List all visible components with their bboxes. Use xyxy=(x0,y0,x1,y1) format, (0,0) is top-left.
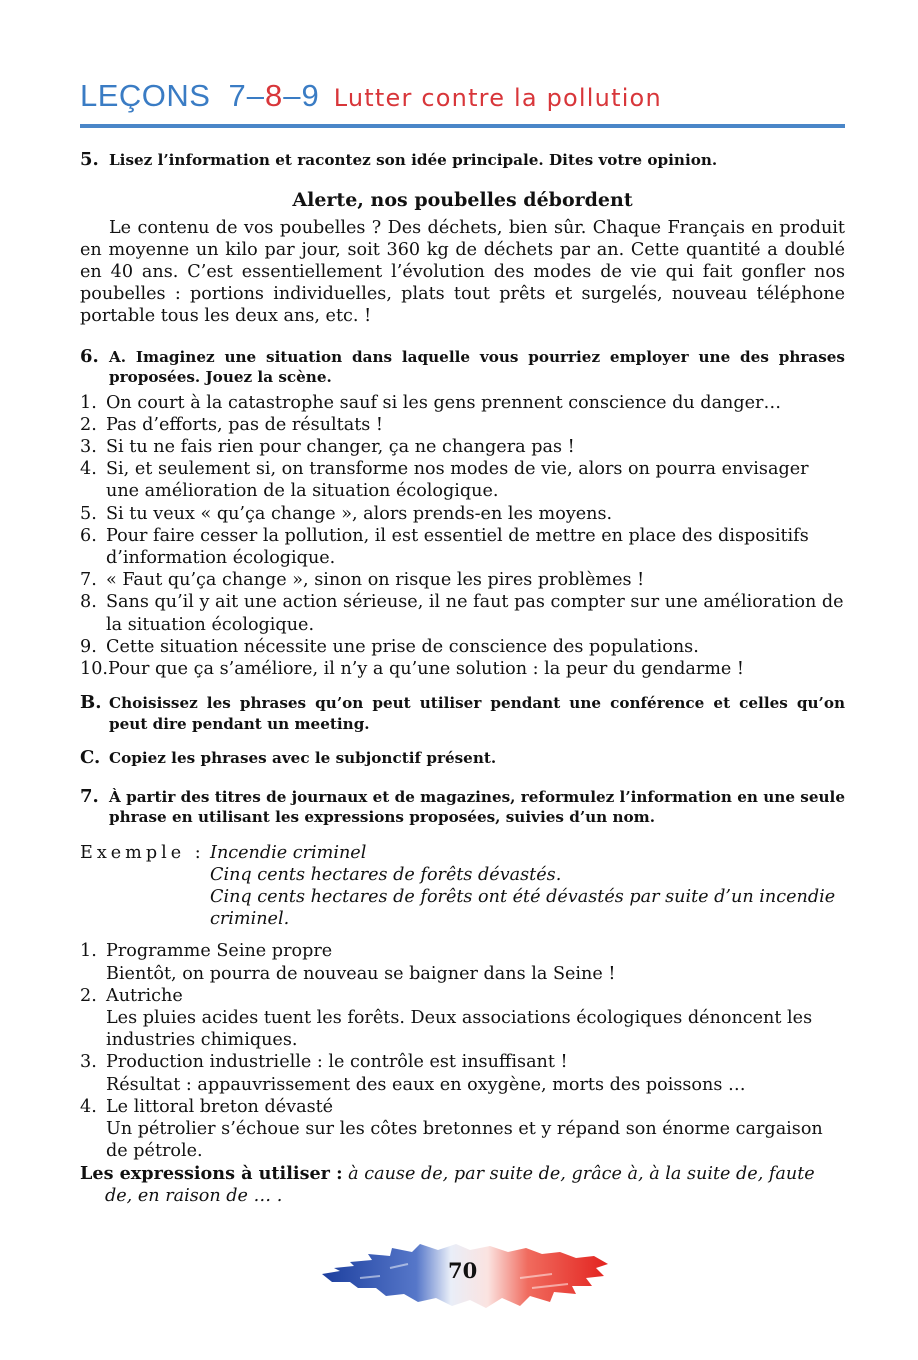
task-letter: C. xyxy=(80,747,101,769)
page-content xyxy=(80,78,845,1207)
example-line: Cinq cents hectares de forêts dévastés. xyxy=(210,864,562,885)
expressions-line xyxy=(80,1163,845,1207)
lesson-numbers xyxy=(228,78,319,114)
phrase-item xyxy=(80,636,845,658)
lesson-number-8: 8 xyxy=(264,78,284,113)
item-number: 5. xyxy=(80,503,97,524)
phrase-item xyxy=(80,525,845,569)
headline-text: Résultat : appauvrissement des eaux en oxygène, morts des poissons … xyxy=(106,1074,746,1095)
phrase-item xyxy=(80,569,845,591)
task-text: A. Imaginez une situation dans laquelle vous pourriez employer une des phrases proposées. Jouez la scène. xyxy=(109,347,845,387)
phrase-item xyxy=(80,591,845,635)
example-lines xyxy=(210,842,845,931)
item-number: 8. xyxy=(80,592,97,613)
task-number: 6. xyxy=(80,345,99,367)
task-text: Lisez l’information et racontez son idée principale. Dites votre opinion. xyxy=(109,151,718,169)
item-text: Cette situation nécessite une prise de conscience des populations. xyxy=(106,636,699,657)
example-line: Incendie criminel xyxy=(210,842,367,863)
task-text: À partir des titres de journaux et de magazines, reformulez l’information en une seule phrase en utilisant les expressions proposées, suivies d’un nom. xyxy=(109,787,845,827)
phrase-item xyxy=(80,503,845,525)
headline-item xyxy=(80,1096,845,1163)
item-number: 10. xyxy=(80,658,108,679)
number-separator: – xyxy=(246,78,265,113)
article-text: Le contenu de vos poubelles ? Des déchets, bien sûr. Chaque Français en produit en moyenne un kilo par jour, soit 360 kg de déchets par an. Cette quantité a doublé en 40 ans. C’est essentiellement l’évolution des modes de vie qui fait gonfler nos poubelles : portions individuelles, plats tout prêts et surgelés, nouveau téléphone portable tous les deux ans, etc. ! xyxy=(80,217,845,327)
item-text: Sans qu’il y ait une action sérieuse, il ne faut pas compter sur une amélioration de la situation écologique. xyxy=(106,592,844,635)
article-title: Alerte, nos poubelles débordent xyxy=(292,188,633,211)
phrase-item xyxy=(80,392,845,414)
headline-text: Les pluies acides tuent les forêts. Deux associations écologiques dénoncent les industries chimiques. xyxy=(106,1008,813,1051)
phrase-item xyxy=(80,658,845,680)
item-text: Si tu veux « qu’ça change », alors prends-en les moyens. xyxy=(106,503,613,524)
item-text: Pas d’efforts, pas de résultats ! xyxy=(106,414,383,435)
item-number: 2. xyxy=(80,985,97,1006)
headline-item xyxy=(80,940,845,984)
task-number: 7. xyxy=(80,785,99,807)
task-text: Choisissez les phrases qu’on peut utiliser pendant une conférence et celles qu’on peut dire pendant un meeting. xyxy=(109,694,845,733)
headline-list xyxy=(80,940,845,1162)
phrase-item xyxy=(80,414,845,436)
headline-body xyxy=(106,985,845,1052)
page-number: 70 xyxy=(448,1258,478,1283)
item-number: 3. xyxy=(80,1052,97,1073)
item-text: Si, et seulement si, on transforme nos modes de vie, alors on pourra envisager une amélioration de la situation écologique. xyxy=(106,459,809,502)
task-6-instruction xyxy=(80,347,845,388)
task-6b-instruction xyxy=(80,693,845,734)
item-number: 3. xyxy=(80,436,97,457)
item-text: « Faut qu’ça change », sinon on risque les pires problèmes ! xyxy=(106,570,645,591)
example-label: Exemple : xyxy=(80,842,205,863)
item-number: 1. xyxy=(80,392,97,413)
headline-body xyxy=(106,1096,845,1163)
headline-item xyxy=(80,985,845,1052)
task-6c-instruction xyxy=(80,748,845,769)
phrase-list xyxy=(80,392,845,681)
item-number: 1. xyxy=(80,941,97,962)
task-text: Copiez les phrases avec le subjonctif présent. xyxy=(109,749,497,768)
example-line: Cinq cents hectares de forêts ont été dévastés par suite d’un incendie criminel. xyxy=(210,887,836,930)
headline-title: Programme Seine propre xyxy=(106,941,333,962)
headline-title: Production industrielle : le contrôle est insuffisant ! xyxy=(106,1052,568,1073)
example-block xyxy=(80,842,845,931)
task-number: 5. xyxy=(80,149,99,170)
headline-title: Autriche xyxy=(106,985,183,1006)
expressions-text: à cause de, par suite de, grâce à, à la suite de, faute de, en raison de … . xyxy=(105,1163,815,1206)
headline-item xyxy=(80,1051,845,1095)
task-7-instruction xyxy=(80,787,845,828)
item-number: 7. xyxy=(80,570,97,591)
number-separator: – xyxy=(283,78,302,113)
item-text: On court à la catastrophe sauf si les gens prennent conscience du danger… xyxy=(106,392,782,413)
item-text: Pour faire cesser la pollution, il est essentiel de mettre en place des dispositifs d’information écologique. xyxy=(106,525,809,568)
header-rule xyxy=(80,124,845,128)
headline-body xyxy=(106,940,845,984)
item-number: 4. xyxy=(80,1096,97,1117)
phrase-item xyxy=(80,458,845,502)
expressions-label: Les expressions à utiliser : xyxy=(80,1162,343,1184)
headline-title: Le littoral breton dévasté xyxy=(106,1096,334,1117)
item-number: 2. xyxy=(80,414,97,435)
headline-body xyxy=(106,1051,845,1095)
item-number: 9. xyxy=(80,636,97,657)
task-letter: B. xyxy=(80,692,102,714)
lesson-header xyxy=(80,78,845,124)
item-number: 6. xyxy=(80,525,97,546)
lesson-title: Lutter contre la pollution xyxy=(333,84,662,112)
headline-text: Un pétrolier s’échoue sur les côtes bretonnes et y répand son énorme cargaison de pétrole. xyxy=(106,1119,823,1162)
task-5-instruction xyxy=(80,150,845,171)
lessons-label: LEÇONS xyxy=(80,78,211,113)
lesson-number-9: 9 xyxy=(301,78,320,113)
item-number: 4. xyxy=(80,459,97,480)
lesson-number-7: 7 xyxy=(228,78,247,113)
item-text: Si tu ne fais rien pour changer, ça ne changera pas ! xyxy=(106,436,575,457)
phrase-item xyxy=(80,436,845,458)
item-text: Pour que ça s’améliore, il n’y a qu’une solution : la peur du gendarme ! xyxy=(107,658,745,679)
headline-text: Bientôt, on pourra de nouveau se baigner dans la Seine ! xyxy=(106,963,616,984)
